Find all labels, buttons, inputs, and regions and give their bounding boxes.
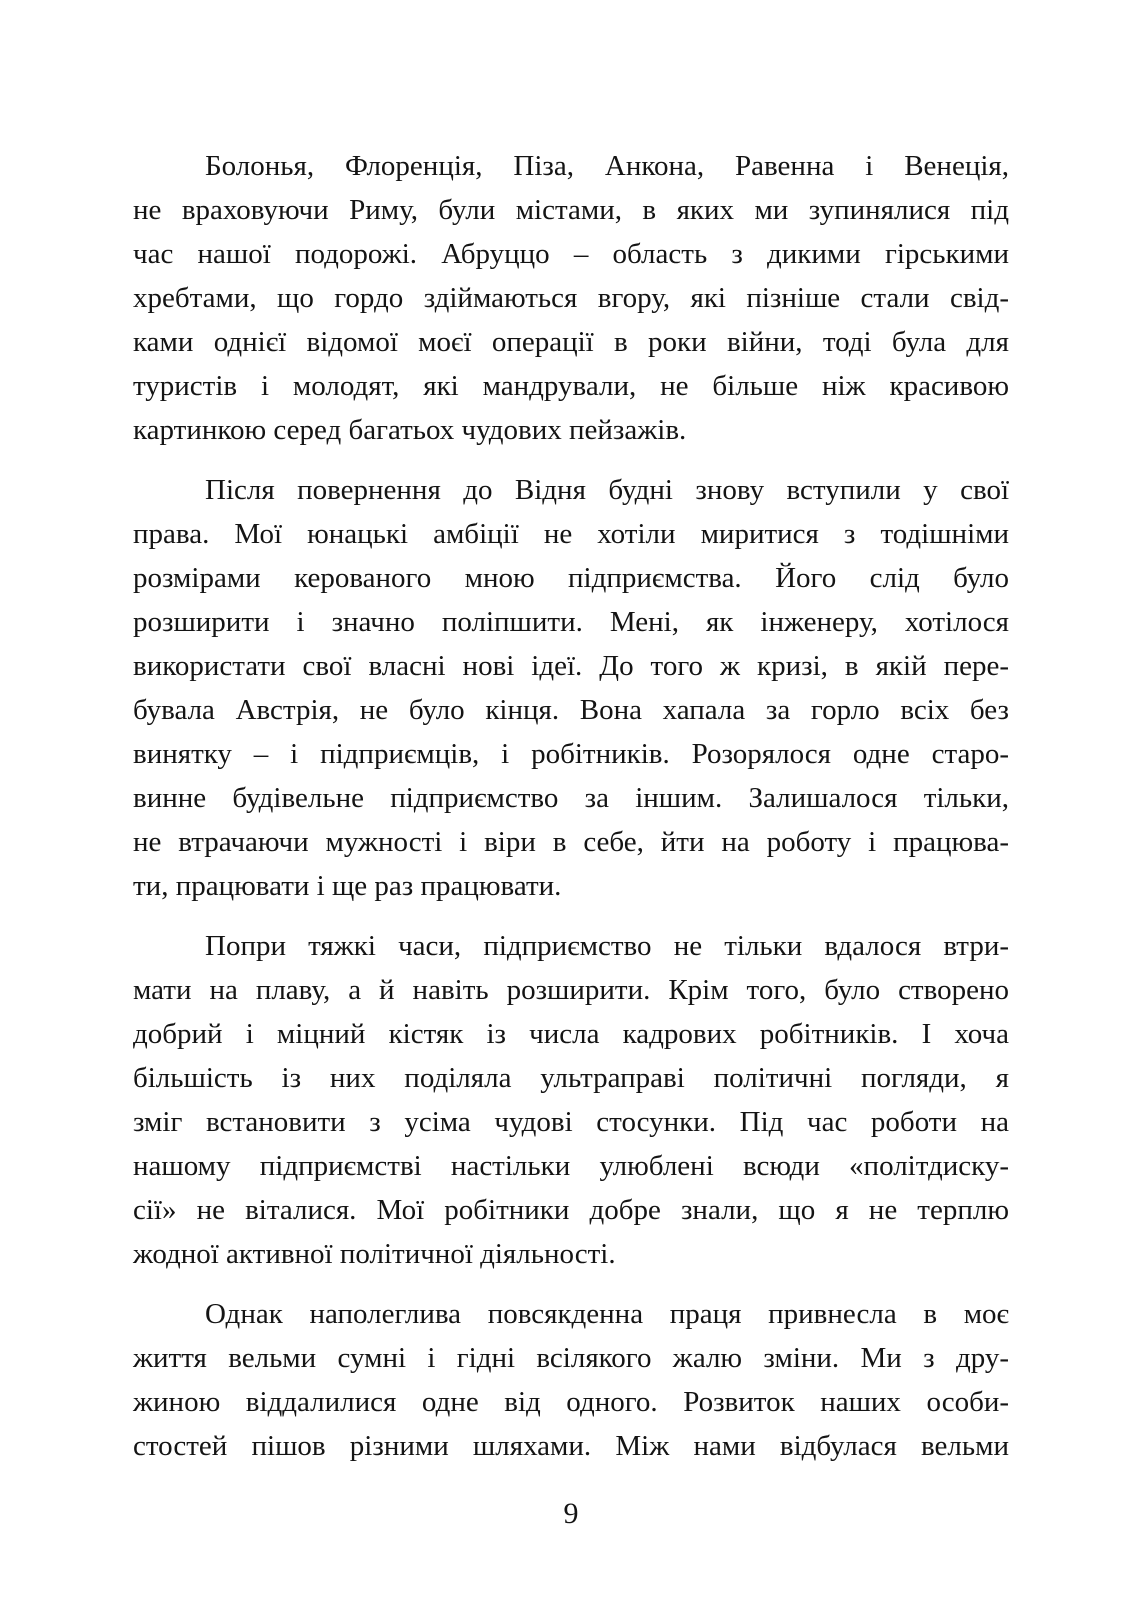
paragraph — [133, 1292, 1009, 1468]
text-line: зміг встановити з усіма чудові стосунки. Під час роботи на — [133, 1106, 1009, 1138]
page-number: 9 — [563, 1497, 579, 1530]
text-line: час нашої подорожі. Абруццо – область з дикими гірськими — [133, 238, 1009, 270]
text-line: винятку – і підприємців, і робітників. Розорялося одне старо- — [133, 738, 1009, 770]
text-line: мати на плаву, а й навіть розширити. Крім того, було створено — [133, 974, 1009, 1006]
text-line: добрий і міцний кістяк із числа кадрових робітників. І хоча — [133, 1018, 1009, 1050]
text-line: бувала Австрія, не було кінця. Вона хапала за горло всіх без — [133, 694, 1009, 726]
text-line: туристів і молодят, які мандрували, не більше ніж красивою — [133, 370, 1009, 402]
text-line: життя вельми сумні і гідні всілякого жалю зміни. Ми з дру- — [133, 1342, 1009, 1374]
paragraph — [133, 468, 1009, 908]
text-line: картинкою серед багатьох чудових пейзажів. — [133, 414, 687, 446]
text-line: права. Мої юнацькі амбіції не хотіли миритися з тодішніми — [133, 518, 1009, 550]
text-line: Болонья, Флоренція, Піза, Анкона, Равенна і Венеція, — [205, 150, 1009, 182]
text-line: стостей пішов різними шляхами. Між нами відбулася вельми — [133, 1430, 1009, 1462]
text-line: нашому підприємстві настільки улюблені всюди «політдиску- — [133, 1150, 1009, 1182]
text-line: ками однієї відомої моєї операції в роки війни, тоді була для — [133, 326, 1009, 358]
text-line: винне будівельне підприємство за іншим. Залишалося тільки, — [133, 782, 1009, 814]
text-block — [133, 144, 1009, 1468]
text-line: ти, працювати і ще раз працювати. — [133, 870, 562, 902]
text-line: більшість із них поділяла ультраправі політичні погляди, я — [133, 1062, 1009, 1094]
paragraph — [133, 924, 1009, 1276]
text-line: Після повернення до Відня будні знову вступили у свої — [205, 474, 1009, 506]
text-line: хребтами, що гордо здіймаються вгору, які пізніше стали свід- — [133, 282, 1009, 314]
text-line: жодної активної політичної діяльності. — [133, 1238, 616, 1270]
paragraph — [133, 144, 1009, 452]
text-line: використати свої власні нові ідеї. До того ж кризі, в якій пере- — [133, 650, 1009, 682]
text-line: жиною віддалилися одне від одного. Розвиток наших особи- — [133, 1386, 1009, 1418]
text-line: не враховуючи Риму, були містами, в яких ми зупинялися під — [133, 194, 1009, 226]
text-line: не втрачаючи мужності і віри в себе, йти на роботу і працюва- — [133, 826, 1009, 858]
text-line: Однак наполеглива повсякденна праця привнесла в моє — [205, 1298, 1009, 1330]
text-line: розширити і значно поліпшити. Мені, як інженеру, хотілося — [133, 606, 1009, 638]
text-line: Попри тяжкі часи, підприємство не тільки вдалося втри- — [205, 930, 1009, 962]
text-line: сії» не віталися. Мої робітники добре знали, що я не терплю — [133, 1194, 1009, 1226]
text-line: розмірами керованого мною підприємства. Його слід було — [133, 562, 1009, 594]
